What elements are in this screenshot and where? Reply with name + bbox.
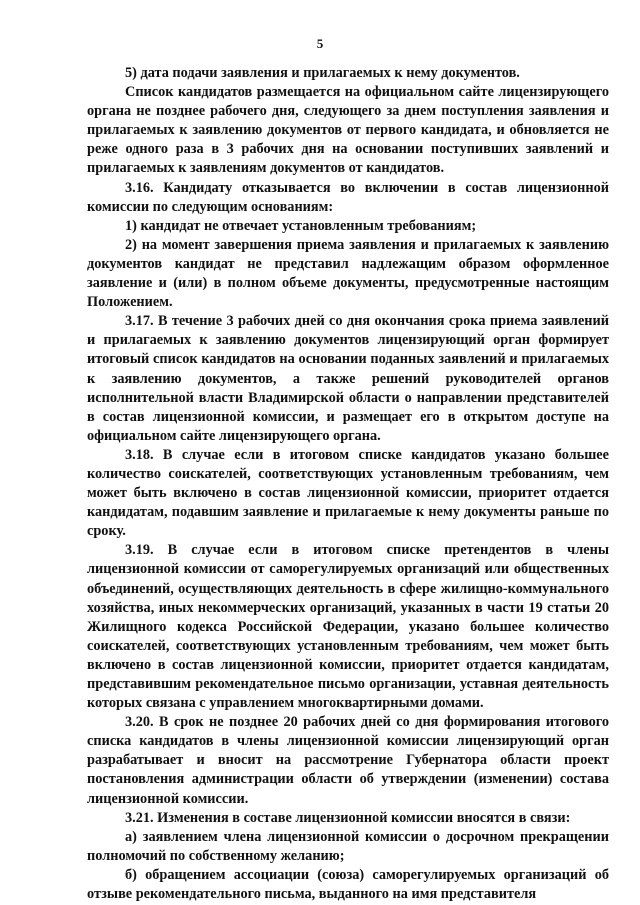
- paragraph-candidate-list-publication: Список кандидатов размещается на официальном сайте лицензирующего органа не позднее рабочего дня, следующего за днем поступления заявления и прилагаемых к заявлению документов от первого кандидата, и обновляется не реже одного раза в 3 рабочих дня на основании поступивших заявлений и прилагаемых к заявлениям документов от кандидатов.: [87, 84, 609, 177]
- paragraph-3-16-item-1: 1) кандидат не отвечает установленным требованиям;: [125, 217, 477, 234]
- page-number: 5: [316, 36, 324, 51]
- paragraph-3-17: 3.17. В течение 3 рабочих дней со дня окончания срока приема заявлений и прилагаемых к заявлению документов лицензирующий орган формирует итоговый список кандидатов на основании поданных заявлений и прилагаемых к заявлению документов, а также решений руководителей органов исполнительной власти Владимирской области о направлении представителей в состав лицензионной комиссии, и размещает его в открытом доступе на официальном сайте лицензирующего органа.: [87, 313, 609, 444]
- paragraph-item-5-date: 5) дата подачи заявления и прилагаемых к нему документов.: [125, 65, 520, 81]
- document-body: [87, 64, 609, 904]
- paragraph-3-21: 3.21. Изменения в составе лицензионной комиссии вносятся в связи:: [125, 809, 571, 826]
- paragraph-3-16: 3.16. Кандидату отказывается во включении в состав лицензионной комиссии по следующим основаниям:: [87, 179, 609, 215]
- paragraph-3-16-item-2: 2) на момент завершения приема заявления и прилагаемых к заявлению документов кандидат не представил надлежащим образом оформленное заявление и (или) в полном объеме документы, предусмотренные настоящим Положением.: [87, 236, 609, 311]
- paragraph-3-18: 3.18. В случае если в итоговом списке кандидатов указано большее количество соискателей, соответствующих установленным требованиям, чем может быть включено в состав лицензионной комиссии, приоритет отдается кандидатам, подавшим заявление и прилагаемые к нему документы раньше по сроку.: [87, 446, 609, 540]
- paragraph-3-20: 3.20. В срок не позднее 20 рабочих дней со дня формирования итогового списка кандидатов в члены лицензионной комиссии лицензирующий орган разрабатывает и вносит на рассмотрение Губернатора области проект постановления администрации области об утверждении (изменении) состава лицензионной комиссии.: [87, 714, 609, 807]
- paragraph-3-21-item-b: б) обращением ассоциации (союза) саморегулируемых организаций об отзыве рекомендательного письма, выданного на имя представителя: [87, 866, 609, 903]
- paragraph-3-19: 3.19. В случае если в итоговом списке претендентов в члены лицензионной комиссии от саморегулируемых организаций или общественных объединений, осуществляющих деятельность в сфере жилищно-коммунального хозяйства, иных некоммерческих организаций, указанных в части 19 статьи 20 Жилищного кодекса Российской Федерации, указано большее количество соискателей, соответствующих установленным требованиям, чем может быть включено в состав лицензионной комиссии, приоритет отдается кандидатам, представившим рекомендательное письмо организации, уставная деятельность которых связана с управлением многоквартирными домами.: [87, 542, 609, 712]
- paragraph-3-21-item-a: а) заявлением члена лицензионной комиссии о досрочном прекращении полномочий по собственному желанию;: [87, 828, 609, 864]
